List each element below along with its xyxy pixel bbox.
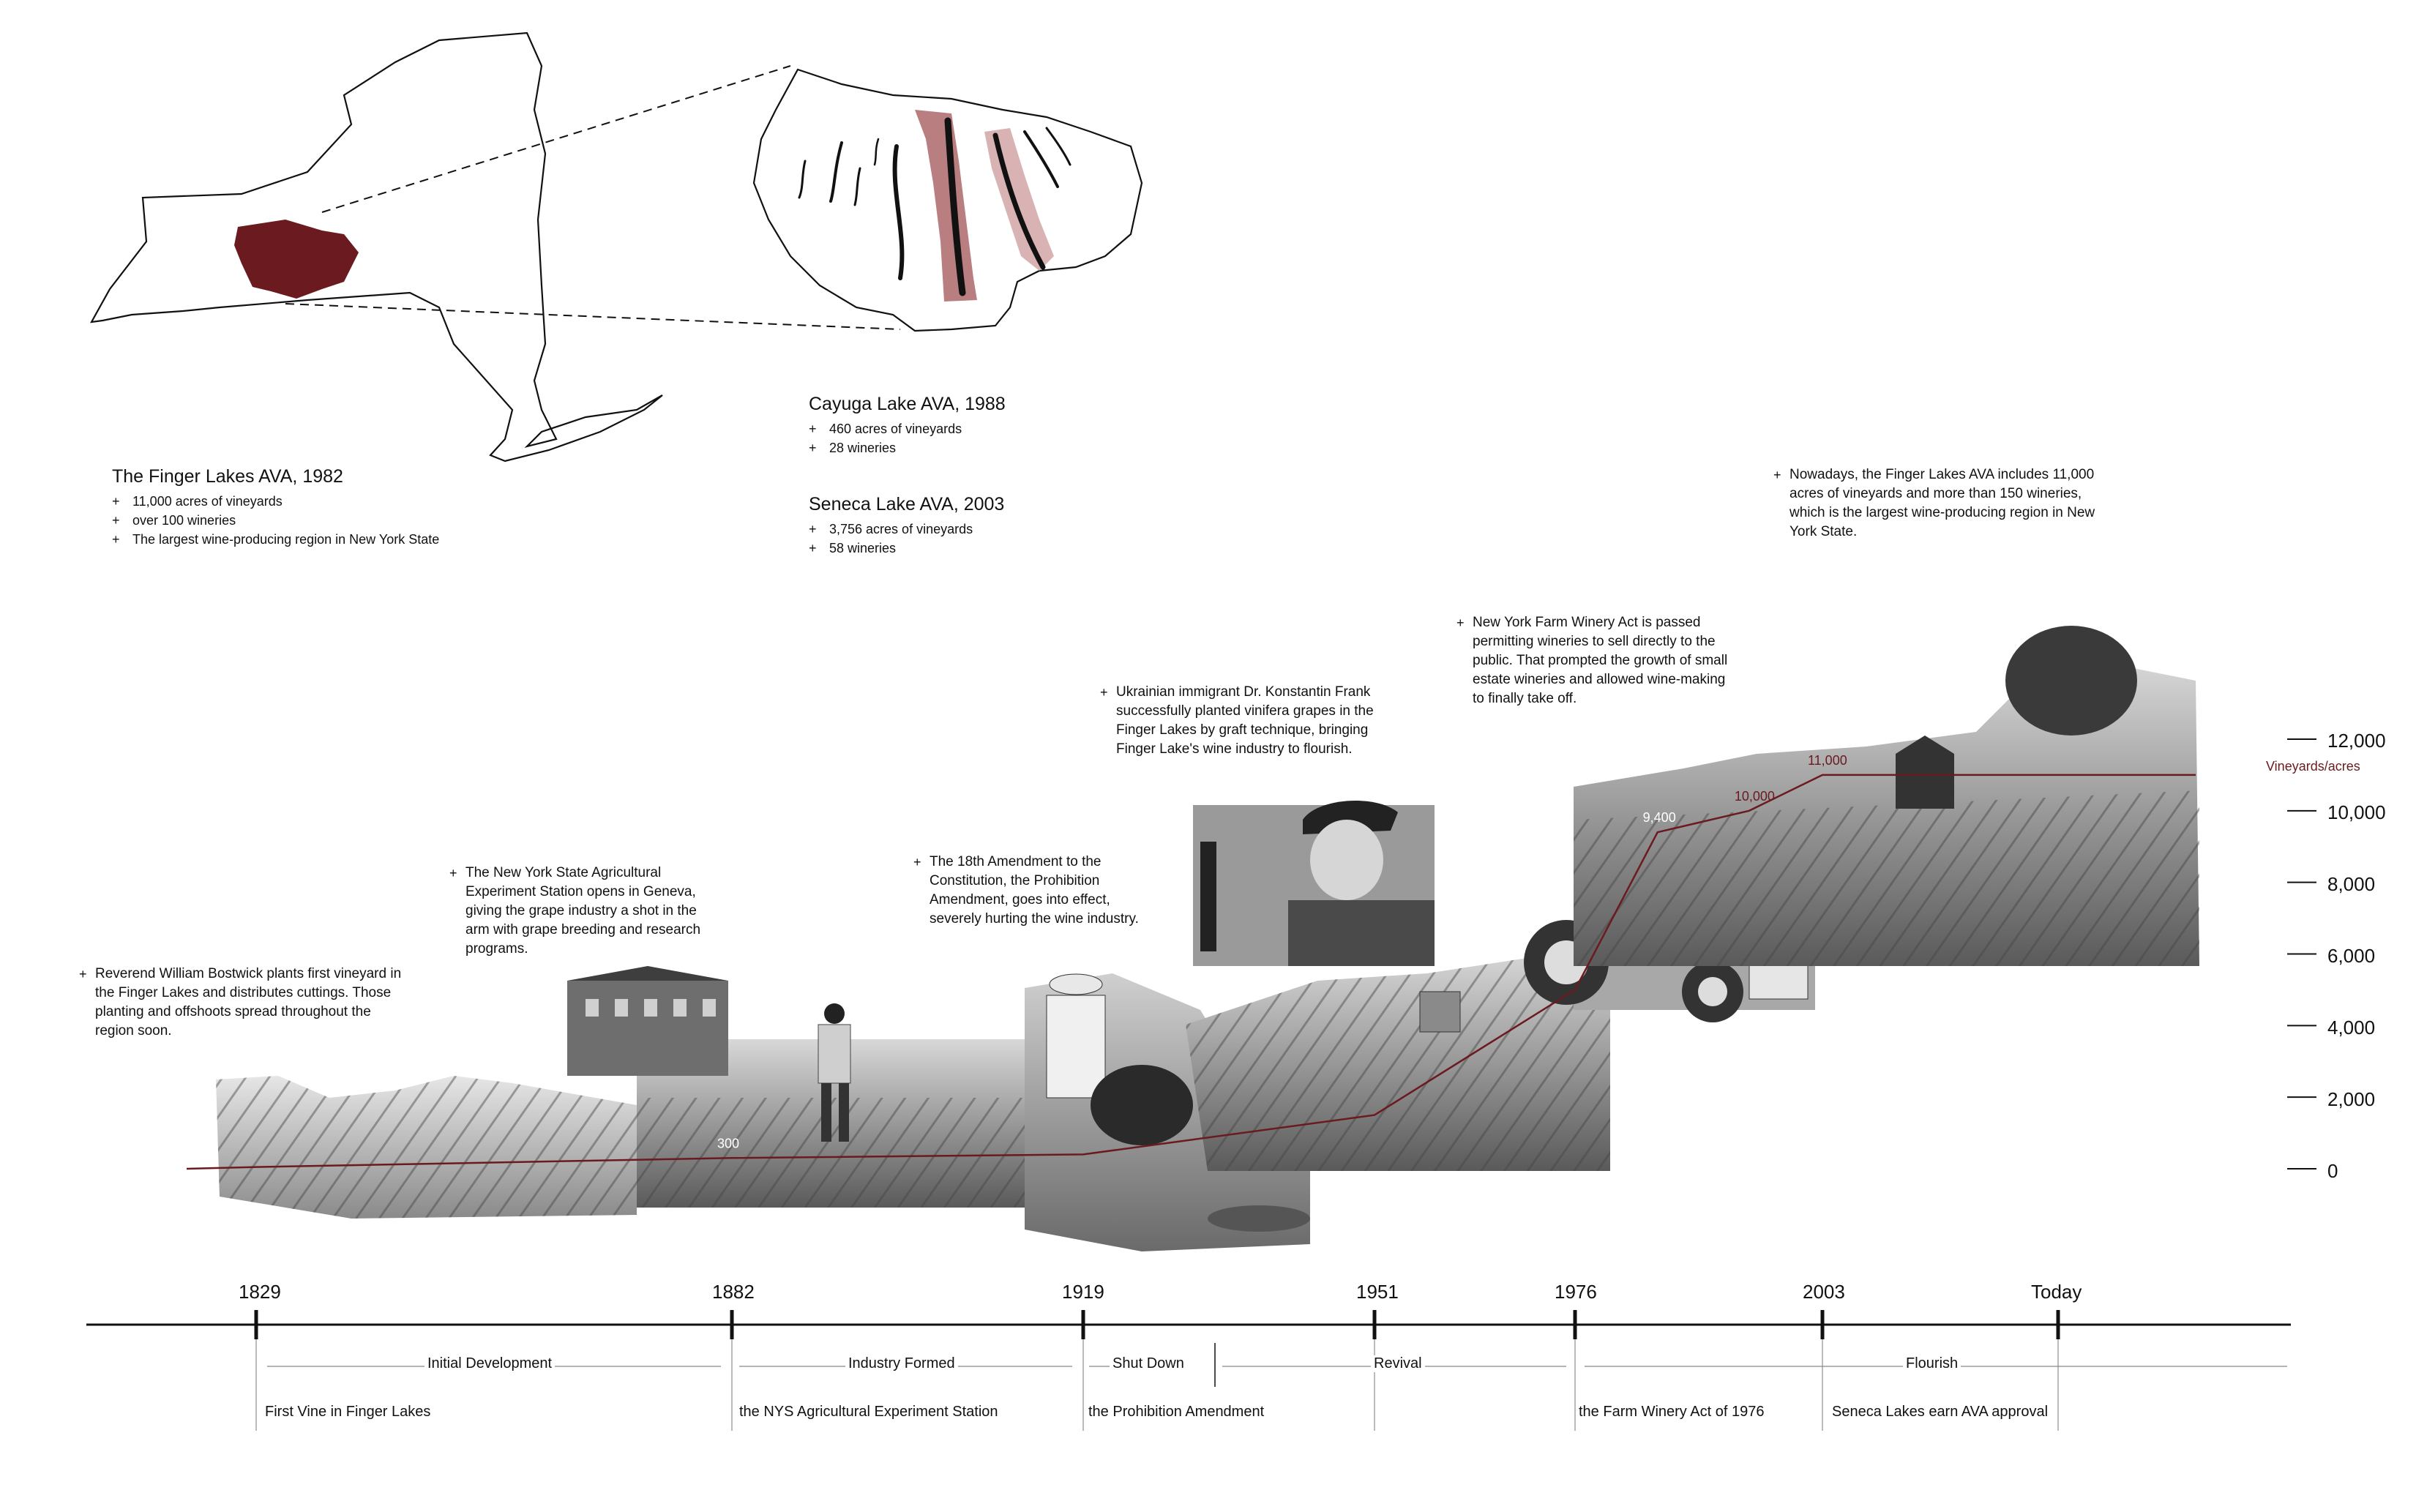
era-label: Flourish — [1903, 1355, 1961, 1372]
note-frank-text: Ukrainian immigrant Dr. Konstantin Frank successfully planted vinifera grapes in the Finger Lakes by graft technique, bringing Finger Lake's wine industry to flourish. — [1116, 684, 1374, 757]
new-york-state-outline — [91, 33, 662, 461]
year-label: 1882 — [712, 1281, 755, 1303]
year-label: 1951 — [1356, 1281, 1399, 1303]
plus-icon: + — [913, 855, 921, 869]
note-geneva — [449, 864, 722, 959]
zoom-line-bottom — [285, 304, 900, 329]
event-label: the Prohibition Amendment — [1088, 1404, 1265, 1420]
note-geneva-text: The New York State Agricultural Experiment Station opens in Geneva, giving the grape industry a shot in the arm with grape breeding and research programs. — [465, 865, 701, 957]
seneca-ava-title: Seneca Lake AVA, 2003 — [809, 494, 1005, 514]
cayuga-ava-title: Cayuga Lake AVA, 1988 — [809, 394, 1006, 414]
plus-icon: + — [1100, 685, 1108, 700]
note-frank — [1100, 683, 1380, 759]
lake-stroke — [855, 168, 860, 205]
event-label: the Farm Winery Act of 1976 — [1579, 1404, 1765, 1420]
note-nowadays — [1773, 465, 2104, 542]
lake-stroke — [895, 146, 902, 278]
year-label: 2003 — [1803, 1281, 1845, 1303]
year-label: 1829 — [239, 1281, 281, 1303]
lake-stroke — [1047, 128, 1070, 165]
finger-lakes-region — [234, 220, 359, 299]
era-label: Industry Formed — [845, 1355, 958, 1372]
event-label: the NYS Agricultural Experiment Station — [739, 1404, 998, 1420]
list-item: + The largest wine-producing region in New York State — [112, 530, 439, 549]
finger-lakes-ava-bullets — [112, 492, 439, 549]
cayuga-lake-zone — [984, 128, 1054, 271]
cayuga-ava-block — [809, 394, 1006, 457]
plus-icon: + — [79, 967, 87, 981]
photo-experiment-station — [567, 966, 1032, 1208]
note-prohibition — [913, 853, 1142, 929]
zoom-line-top — [322, 66, 790, 212]
plus-icon: + — [1456, 615, 1465, 630]
data-point-label: 9,400 — [1642, 810, 1676, 826]
lake-stroke — [831, 143, 842, 201]
lake-stroke — [875, 139, 878, 165]
year-label: 1919 — [1062, 1281, 1104, 1303]
note-bostwick-text: Reverend William Bostwick plants first vineyard in the Finger Lakes and distributes cuttings. Those planting and offshoots spread throughout the region soon. — [95, 966, 402, 1038]
list-item: + 11,000 acres of vineyards — [112, 492, 439, 511]
y-tick-label: 10,000 — [2327, 801, 2386, 823]
lake-stroke — [1025, 132, 1058, 187]
era-label: Revival — [1371, 1355, 1425, 1372]
y-tick-label: 8,000 — [2327, 873, 2376, 895]
list-item: + 58 wineries — [809, 539, 1004, 558]
era-label: Shut Down — [1110, 1355, 1187, 1372]
plus-icon: + — [449, 866, 457, 880]
year-label: Today — [2031, 1281, 2082, 1303]
list-item: + over 100 wineries — [112, 511, 439, 530]
finger-lakes-ava-block — [112, 466, 439, 549]
y-axis-title: Vineyards/acres — [2266, 759, 2360, 774]
note-farm-winery — [1456, 613, 1736, 708]
list-item: + 3,756 acres of vineyards — [809, 520, 1004, 539]
year-label: 1976 — [1555, 1281, 1597, 1303]
finger-lakes-ava-title: The Finger Lakes AVA, 1982 — [112, 466, 343, 487]
list-item: + 28 wineries — [809, 438, 1006, 457]
data-point-label: 10,000 — [1734, 788, 1775, 804]
era-brackets — [267, 1343, 2287, 1387]
data-point-label: 300 — [717, 1136, 740, 1151]
data-point-label: 11,000 — [1808, 752, 1847, 768]
y-axis-ticks — [2287, 739, 2316, 1169]
y-tick-label: 0 — [2327, 1160, 2338, 1182]
y-tick-label: 4,000 — [2327, 1017, 2376, 1038]
seneca-ava-bullets — [809, 520, 1004, 558]
event-label: First Vine in Finger Lakes — [265, 1404, 431, 1420]
event-label: Seneca Lakes earn AVA approval — [1832, 1404, 2049, 1420]
y-tick-label: 2,000 — [2327, 1088, 2376, 1110]
list-item: + 460 acres of vineyards — [809, 419, 1006, 438]
seneca-ava-block — [809, 494, 1004, 558]
y-tick-label: 12,000 — [2327, 730, 2386, 752]
cayuga-ava-bullets — [809, 419, 1006, 457]
era-label: Initial Development — [425, 1355, 555, 1372]
note-prohibition-text: The 18th Amendment to the Constitution, the Prohibition Amendment, goes into effect, severely hurting the wine industry. — [930, 854, 1139, 927]
photo-early-vineyard — [216, 1076, 637, 1219]
note-farm-winery-text: New York Farm Winery Act is passed permitting wineries to sell directly to the public. That prompted the growth of small estate wineries and allowed wine-making to finally take off. — [1473, 615, 1728, 706]
lake-stroke — [799, 161, 805, 198]
note-bostwick — [79, 965, 403, 1041]
y-tick-label: 6,000 — [2327, 945, 2376, 967]
plus-icon: + — [1773, 468, 1781, 482]
note-nowadays-text: Nowadays, the Finger Lakes AVA includes 11,000 acres of vineyards and more than 150 wineries, which is the largest wine-producing region in New York State. — [1789, 467, 2095, 539]
photo-konstantin-frank — [1193, 801, 1435, 966]
